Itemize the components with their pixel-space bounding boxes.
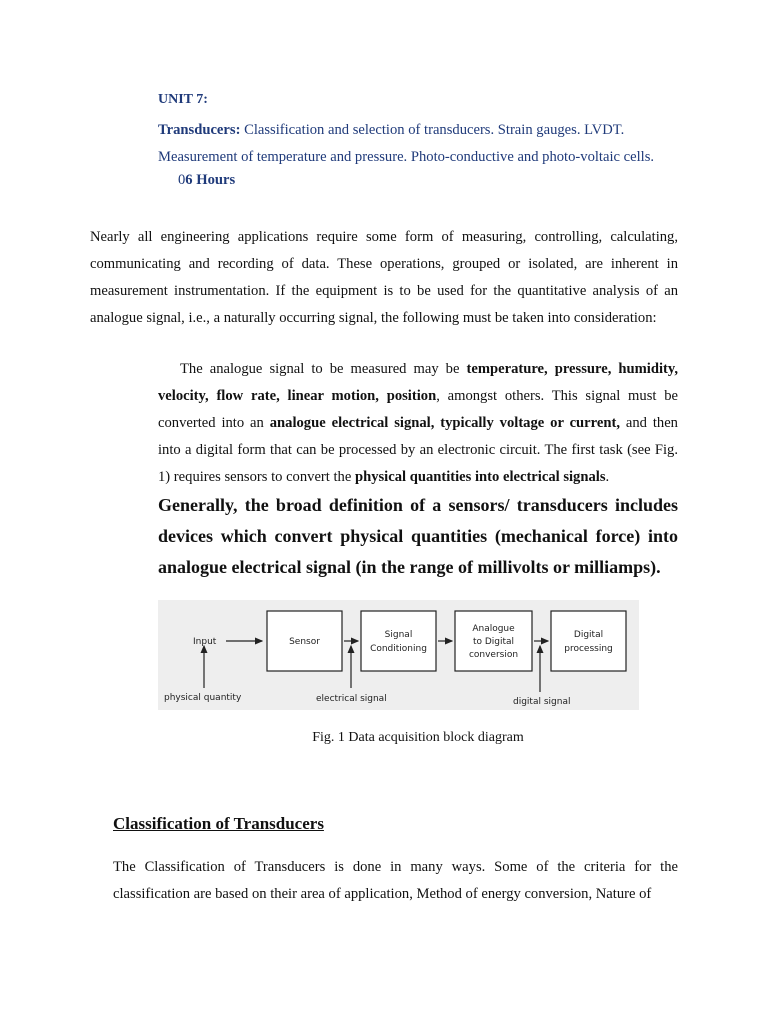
detail-bold-quantities: temperature, pressure, humidity, velocity, flow rate, linear motion, position	[158, 361, 678, 404]
data-acquisition-diagram	[158, 600, 639, 710]
sensor-label: Sensor	[289, 637, 320, 647]
signal-label-2: Conditioning	[370, 644, 427, 654]
detail-text-4: .	[605, 469, 610, 485]
signal-label-1: Signal	[384, 630, 413, 640]
section-heading: Classification of Transducers	[113, 814, 324, 833]
intro-text: Nearly all engineering applications require some form of measuring, controlling, calculating, communicating and recording of data. These operations, grouped or isolated, are inherent in measurement instrumentation. If the equipment is to be used for the quantitative analysis of an analogue signal, i.e., a naturally occurring signal, the following must be taken into consideration:	[90, 229, 678, 326]
adc-label-2: to Digital	[472, 637, 515, 647]
topics-label: Transducers:	[158, 122, 241, 138]
hours-prefix: 0	[178, 172, 186, 188]
detail-paragraph	[158, 356, 678, 491]
figure-caption: Fig. 1 Data acquisition block diagram	[312, 730, 524, 745]
definition-paragraph: Generally, the broad definition of a sensors/ transducers includes devices which convert physical quantities (mechanical force) into analogue electrical signal (in the range of millivolts or milliamps).	[158, 495, 678, 577]
signal-conditioning-block	[361, 611, 436, 671]
detail-text-1: The analogue signal to be measured may be	[180, 361, 467, 377]
classification-text: The Classification of Transducers is done in many ways. Some of the criteria for the classification are based on their area of application, Method of energy conversion, Nature of	[113, 859, 678, 902]
detail-bold-conversion: physical quantities into electrical signals	[354, 469, 606, 485]
electrical-signal-label: electrical signal	[316, 694, 387, 704]
digital-signal-label: digital signal	[513, 697, 571, 707]
adc-label-3: conversion	[468, 650, 519, 660]
digital-processing-block	[551, 611, 626, 671]
unit-topics	[158, 117, 678, 171]
unit-hours	[178, 172, 235, 189]
classification-paragraph	[113, 854, 678, 908]
adc-label-1: Analogue	[472, 624, 515, 634]
input-label: Input	[193, 637, 217, 647]
physical-quantity-label: physical quantity	[164, 693, 242, 703]
detail-text-2: , amongst others. This signal must be converted into an	[158, 388, 678, 431]
detail-text-3: and then into a digital form that can be processed by an electronic circuit. The first task (see Fig. 1) requires sensors to convert the	[158, 415, 678, 485]
topics-line-1: Classification and selection of transducers. Strain gauges. LVDT.	[240, 122, 625, 138]
hours-value: 6 Hours	[185, 172, 236, 188]
detail-bold-electrical: analogue electrical signal, typically voltage or current,	[269, 415, 620, 431]
intro-paragraph	[90, 224, 678, 332]
digital-label-2: processing	[564, 644, 613, 654]
digital-label-1: Digital	[573, 630, 604, 640]
unit-title: UNIT 7:	[158, 92, 208, 107]
topics-line-2: Measurement of temperature and pressure. Photo-conductive and photo-voltaic cells.	[158, 149, 655, 165]
